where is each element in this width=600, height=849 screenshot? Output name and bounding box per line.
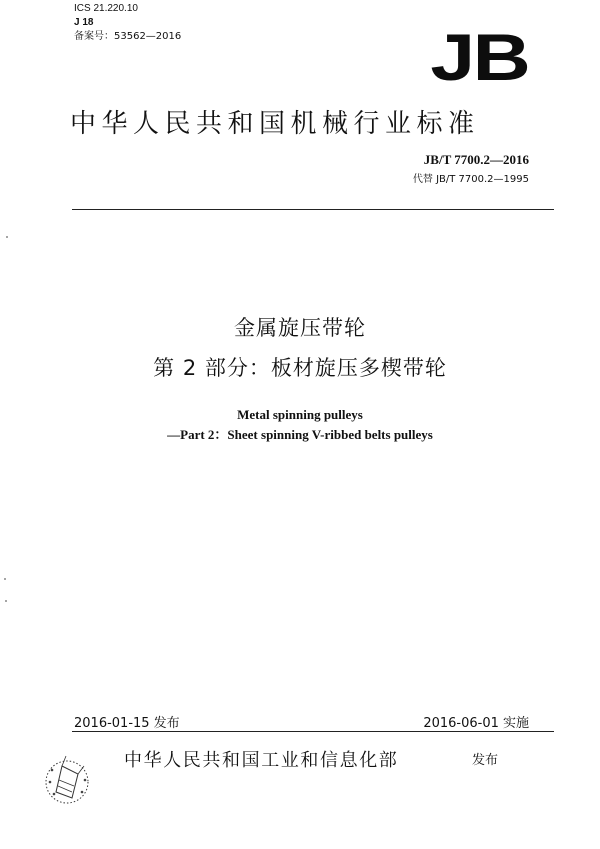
english-title-line-2: —Part 2：Sheet spinning V-ribbed belts pulleys: [167, 427, 433, 442]
scan-speck: [6, 236, 8, 238]
english-title-line-1: Metal spinning pulleys: [237, 407, 363, 422]
replaces-standard: 代替 JB/T 7700.2—1995: [412, 174, 529, 185]
standard-number: JB/T 7700.2—2016: [423, 152, 529, 167]
chinese-title-line-1: 金属旋压带轮: [234, 316, 366, 340]
jb-logo: JB: [429, 20, 528, 94]
issuer-publish-label: 发布: [472, 753, 499, 768]
ccs-code: J 18: [74, 17, 94, 28]
scan-speck: [5, 600, 7, 602]
filing-number: 备案号：53562—2016: [74, 31, 182, 42]
ics-code: ICS 21.220.10: [74, 3, 138, 14]
chinese-title-line-2: 第 2 部分：板材旋压多楔带轮: [153, 356, 447, 380]
standard-category-title: 中华人民共和国机械行业标准: [70, 109, 480, 139]
ministry-emblem-icon: [42, 752, 92, 808]
top-divider: [72, 209, 554, 210]
issuing-authority: 中华人民共和国工业和信息化部: [124, 750, 399, 771]
effective-date: 2016-06-01 实施: [423, 716, 529, 731]
bottom-divider: [72, 731, 554, 732]
scan-speck: [4, 578, 6, 580]
issue-date: 2016-01-15 发布: [74, 716, 180, 731]
